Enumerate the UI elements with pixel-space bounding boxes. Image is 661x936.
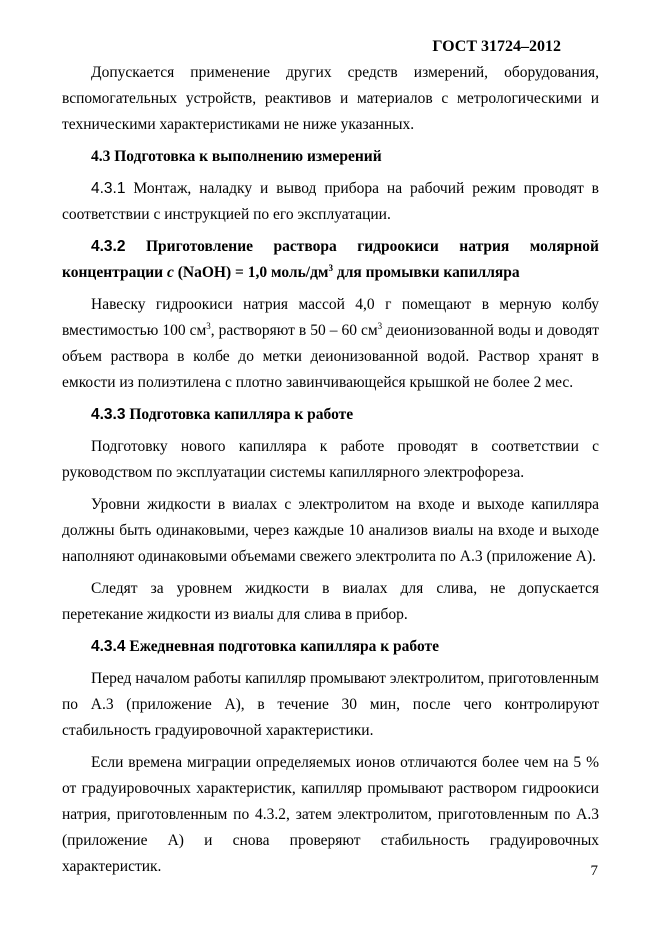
- paragraph-text: деионизованной воды и доводят объем раствора в колбе до метки деионизованной водой. Раствор хранят в емкости из полиэтилена с плотно завинчивающейся крышкой не более 2 мес.: [62, 322, 600, 391]
- paragraph-4-3-2: [62, 292, 599, 396]
- clause-number: 4.3.1: [91, 180, 126, 197]
- paragraph-4-3-3-c: Следят за уровнем жидкости в виалах для слива, не допускается перетекание жидкости из виалы для слива в прибор.: [62, 580, 599, 623]
- paragraph-text: , растворяют в 50 – 60 см: [210, 322, 378, 339]
- section-heading-4-3: 4.3 Подготовка к выполнению измерений: [91, 148, 382, 165]
- paragraph-4-3-3-a: Подготовку нового капилляра к работе проводят в соответствии с руководством по эксплуатации системы капиллярного электрофореза.: [62, 438, 599, 481]
- heading-text: Подготовка капилляра к работе: [125, 406, 354, 423]
- heading-text: Ежедневная подготовка капилляра к работе: [125, 638, 439, 655]
- clause-number: 4.3.2: [91, 238, 126, 255]
- heading-text: Приготовление раствора гидроокиси натрия молярной концентрации: [62, 238, 599, 281]
- document-header: ГОСТ 31724–2012: [432, 38, 561, 55]
- clause-number: 4.3.4: [91, 638, 126, 655]
- superscript: 3: [377, 320, 383, 331]
- section-heading-4-3-3: [62, 402, 599, 428]
- paragraph-4-3-4-a: Перед началом работы капилляр промывают электролитом, приготовленным по А.3 (приложение А), в течение 30 мин, после чего контролируют стабильность градуировочной характеристики.: [62, 670, 599, 739]
- paragraph-text: Навеску гидроокиси натрия массой 4,0 г помещают в мерную колбу вместимостью 100 см: [62, 296, 599, 339]
- paragraph-intro: Допускается применение других средств измерений, оборудования, вспомогательных устройств, реактивов и материалов с метрологическими и техническими характеристиками не ниже указанных.: [62, 64, 599, 133]
- section-heading-4-3-4: [62, 634, 599, 660]
- heading-text: (NaOH) = 1,0 моль/дм: [173, 264, 329, 281]
- section-heading-4-3-2: [62, 234, 599, 286]
- document-body: [62, 60, 599, 886]
- symbol-c: c: [167, 264, 174, 281]
- clause-text: Монтаж, наладку и вывод прибора на рабочий режим проводят в соответствии с инструкцией по его эксплуатации.: [62, 180, 599, 223]
- page-number: 7: [590, 863, 598, 879]
- paragraph-4-3-1: [62, 176, 599, 228]
- clause-number: 4.3.3: [91, 406, 126, 423]
- heading-text: для промывки капилляра: [332, 264, 520, 281]
- superscript: 3: [206, 320, 211, 331]
- paragraph-4-3-4-b: Если времена миграции определяемых ионов отличаются более чем на 5 % от градуировочных характеристик, капилляр промывают раствором гидроокиси натрия, приготовленным по 4.3.2, затем электролитом, приготовленным по А.3 (приложение А) и снова проверяют стабильность градуировочных характеристик.: [62, 754, 599, 875]
- superscript: 3: [328, 262, 333, 273]
- paragraph-4-3-3-b: Уровни жидкости в виалах с электролитом на входе и выходе капилляра должны быть одинаковыми, через каждые 10 анализов виалы на входе и выходе наполняют одинаковыми объемами свежего электролита по А.3 (приложение А).: [62, 496, 599, 565]
